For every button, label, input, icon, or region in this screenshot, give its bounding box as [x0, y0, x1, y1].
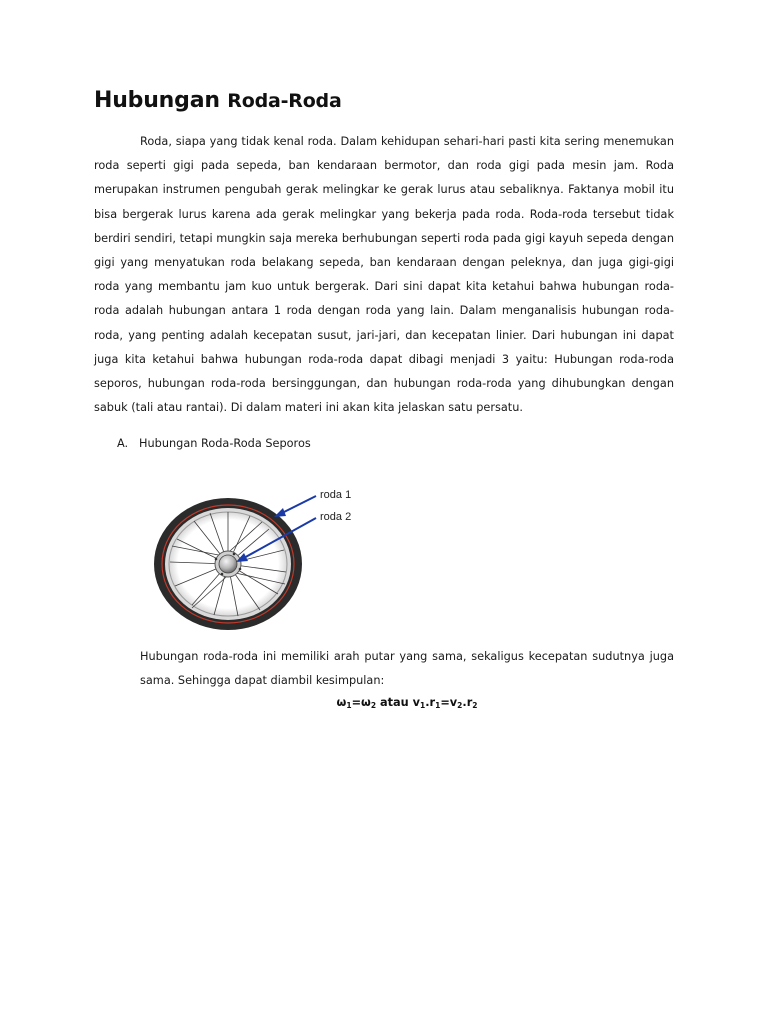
formula-omega-2: ω: [361, 696, 371, 709]
formula-eq-1: =: [351, 696, 362, 709]
formula-omega-1: ω: [336, 696, 347, 709]
section-a-heading: [117, 434, 311, 454]
formula-r1-sub: 1: [435, 701, 441, 710]
section-a-letter: A.: [117, 437, 129, 450]
bicycle-wheel-illustration: [150, 484, 370, 636]
formula-r1: r: [429, 696, 436, 709]
label-roda-1: roda 1: [320, 489, 352, 501]
page-title: [94, 88, 342, 113]
formula-atau: atau: [376, 696, 413, 709]
intro-paragraph: Roda, siapa yang tidak kenal roda. Dalam kehidupan sehari-hari pasti kita sering menemukan roda seperti gigi pada sepeda, ban kendaraan bermotor, dan roda gigi pada mesin jam. Roda merupakan instrumen pengubah gerak melingkar ke gerak lurus atau sebaliknya. Faktanya mobil itu bisa bergerak lurus karena ada gerak melingkar yang bekerja pada roda. Roda-roda tersebut tidak berdiri sendiri, tetapi mungkin saja mereka berhubungan seperti roda pada gigi kayuh sepeda dengan gigi yang menyatukan roda belakang sepeda, ban kendaraan dengan peleknya, dan juga gigi-gigi roda yang membantu jam kuo untuk bergerak. Dari sini dapat kita ketahui bahwa hubungan roda-roda adalah hubungan antara 1 roda dengan roda yang lain. Dalam menganalisis hubungan roda-roda, yang penting adalah kecepatan susut, jari-jari, dan kecepatan linier. Dari hubungan ini dapat juga kita ketahui bahwa hubungan roda-roda dapat dibagi menjadi 3 yaitu: Hubungan roda-roda seporos, hubungan roda-roda bersinggungan, dan hubungan roda-roda yang dihubungkan dengan sabuk (tali atau rantai). Di dalam materi ini akan kita jelaskan satu persatu.: [94, 135, 674, 415]
formula-sub-2: 2: [370, 701, 377, 710]
formula-v2: v: [449, 696, 458, 709]
formula-v1: v: [412, 696, 421, 709]
hub-center: [219, 555, 237, 573]
explanation-paragraph: Hubungan roda-roda ini memiliki arah putar yang sama, sekaligus kecepatan sudutnya juga sama. Sehingga dapat diambil kesimpulan:: [140, 650, 674, 688]
section-a-title: Hubungan Roda-Roda Seporos: [139, 437, 311, 450]
formula-r2: r: [466, 696, 473, 709]
formula: [0, 696, 768, 709]
formula-eq-2: =: [440, 696, 450, 709]
formula-v2-sub: 2: [457, 701, 463, 710]
formula-sub-1: 1: [346, 701, 352, 710]
formula-v1-sub: 1: [420, 701, 426, 710]
title-part-2: Roda-Roda: [227, 90, 342, 112]
wheel-figure: [150, 484, 370, 636]
formula-dot-2: .: [462, 696, 467, 709]
formula-dot-1: .: [425, 696, 430, 709]
title-part-1: Hubungan: [94, 88, 220, 113]
label-roda-2: roda 2: [320, 511, 352, 523]
formula-r2-sub: 2: [472, 701, 478, 710]
